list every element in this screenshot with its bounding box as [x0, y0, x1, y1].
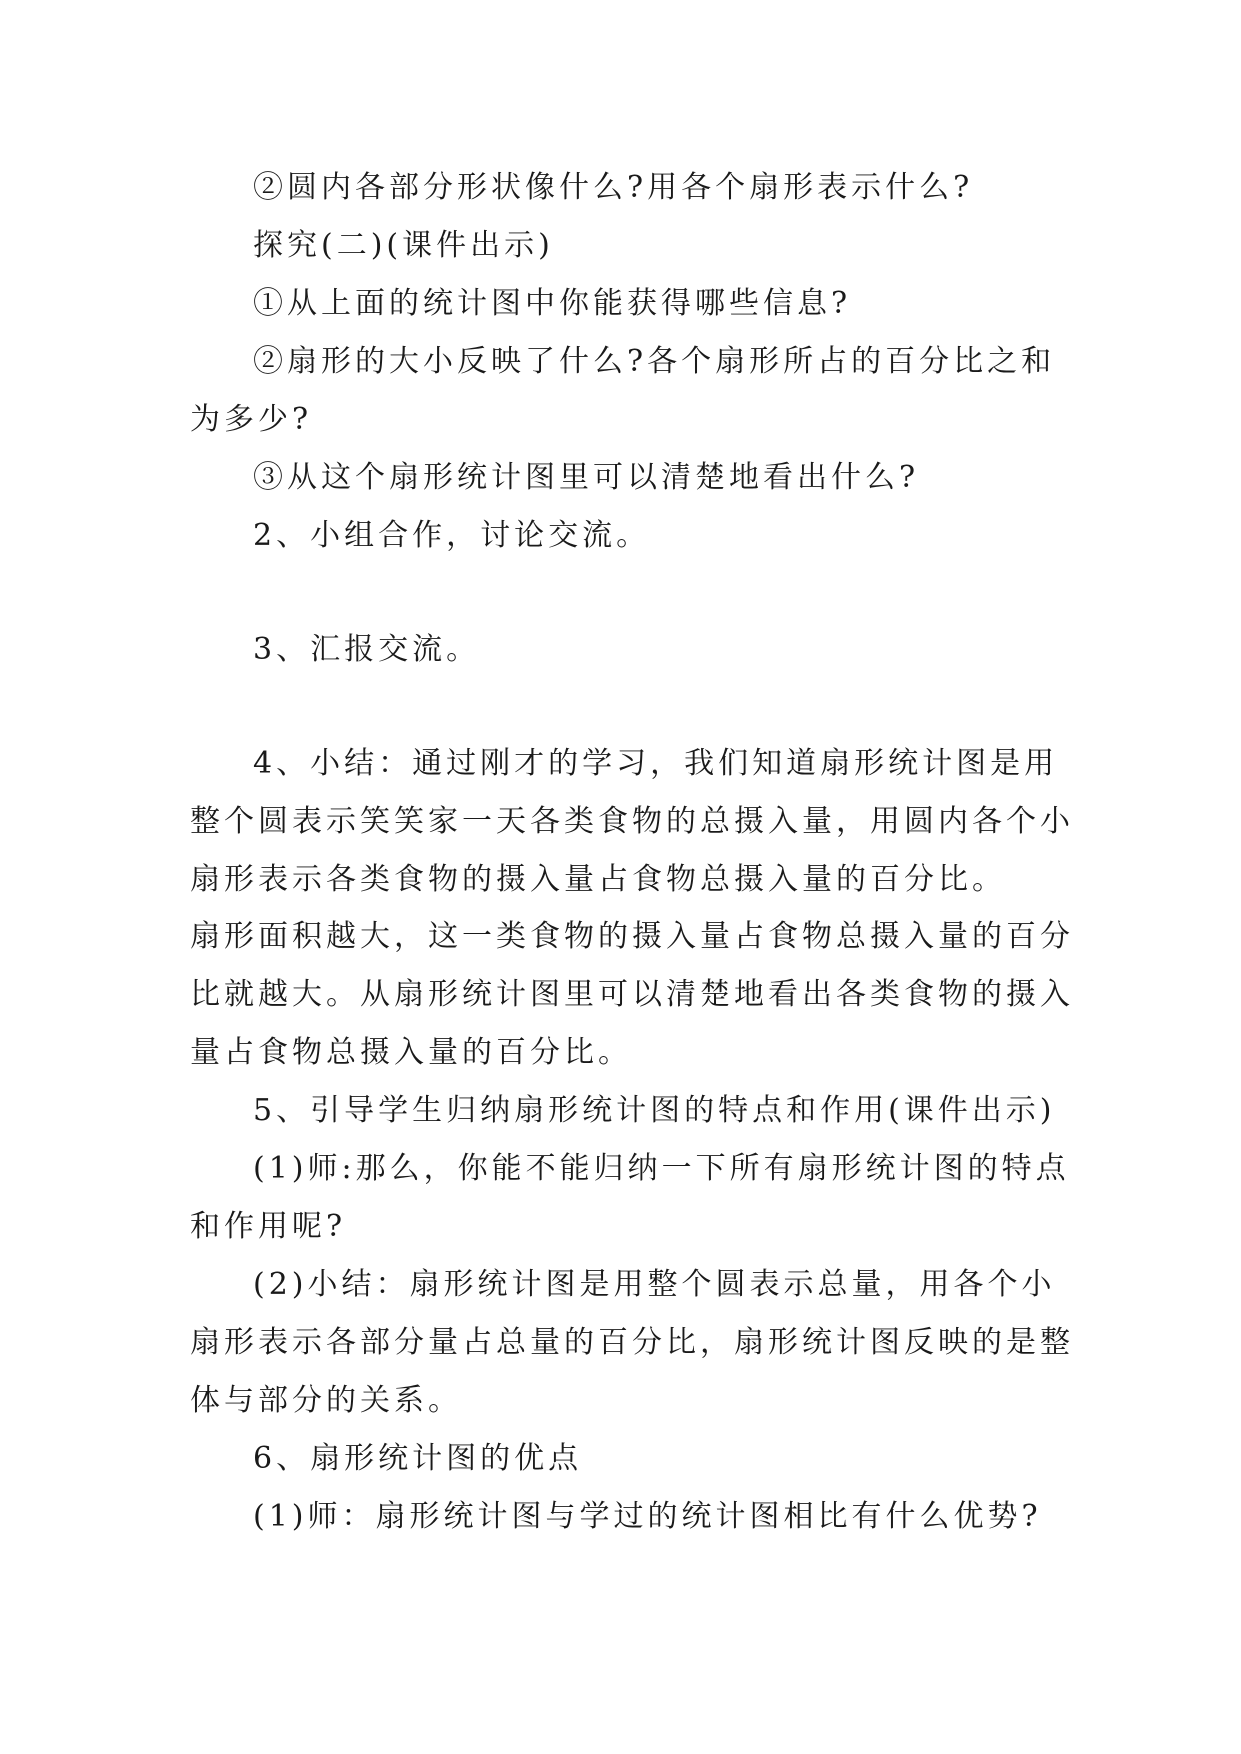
summary-paragraph-line-5: 比就越大。从扇形统计图里可以清楚地看出各类食物的摄入 [190, 977, 1074, 1012]
teacher-question-line-2: 和作用呢? [190, 1209, 347, 1244]
question-shape-meaning: ②圆内各部分形状像什么?用各个扇形表示什么? [253, 170, 974, 205]
step-report: 3、汇报交流。 [253, 632, 481, 667]
step-advantages: 6、扇形统计图的优点 [253, 1441, 583, 1476]
conclusion-line-2: 扇形表示各部分量占总量的百分比，扇形统计图反映的是整 [190, 1325, 1074, 1360]
summary-paragraph-line-2: 整个圆表示笑笑家一天各类食物的总摄入量，用圆内各个小 [190, 804, 1074, 839]
conclusion-line-3: 体与部分的关系。 [190, 1383, 462, 1418]
question-sector-size: ②扇形的大小反映了什么?各个扇形所占的百分比之和 [253, 344, 1056, 379]
teacher-question-line-1: (1)师:那么，你能不能归纳一下所有扇形统计图的特点 [253, 1151, 1070, 1186]
question-info: ①从上面的统计图中你能获得哪些信息? [253, 286, 852, 321]
question-sector-size-cont: 为多少? [190, 402, 313, 437]
summary-paragraph-line-6: 量占食物总摄入量的百分比。 [190, 1035, 632, 1070]
section-heading-explore-2: 探究(二)(课件出示) [253, 228, 554, 263]
question-clear-view: ③从这个扇形统计图里可以清楚地看出什么? [253, 460, 920, 495]
teacher-question-advantages: (1)师：扇形统计图与学过的统计图相比有什么优势? [253, 1499, 1042, 1534]
step-guide-students: 5、引导学生归纳扇形统计图的特点和作用(课件出示) [253, 1093, 1056, 1128]
summary-paragraph-line-1: 4、小结：通过刚才的学习，我们知道扇形统计图是用 [253, 746, 1059, 781]
step-group-work: 2、小组合作，讨论交流。 [253, 518, 651, 553]
conclusion-line-1: (2)小结：扇形统计图是用整个圆表示总量，用各个小 [253, 1267, 1056, 1302]
summary-paragraph-line-3: 扇形表示各类食物的摄入量占食物总摄入量的百分比。 [190, 862, 1006, 897]
summary-paragraph-line-4: 扇形面积越大，这一类食物的摄入量占食物总摄入量的百分 [190, 919, 1074, 954]
